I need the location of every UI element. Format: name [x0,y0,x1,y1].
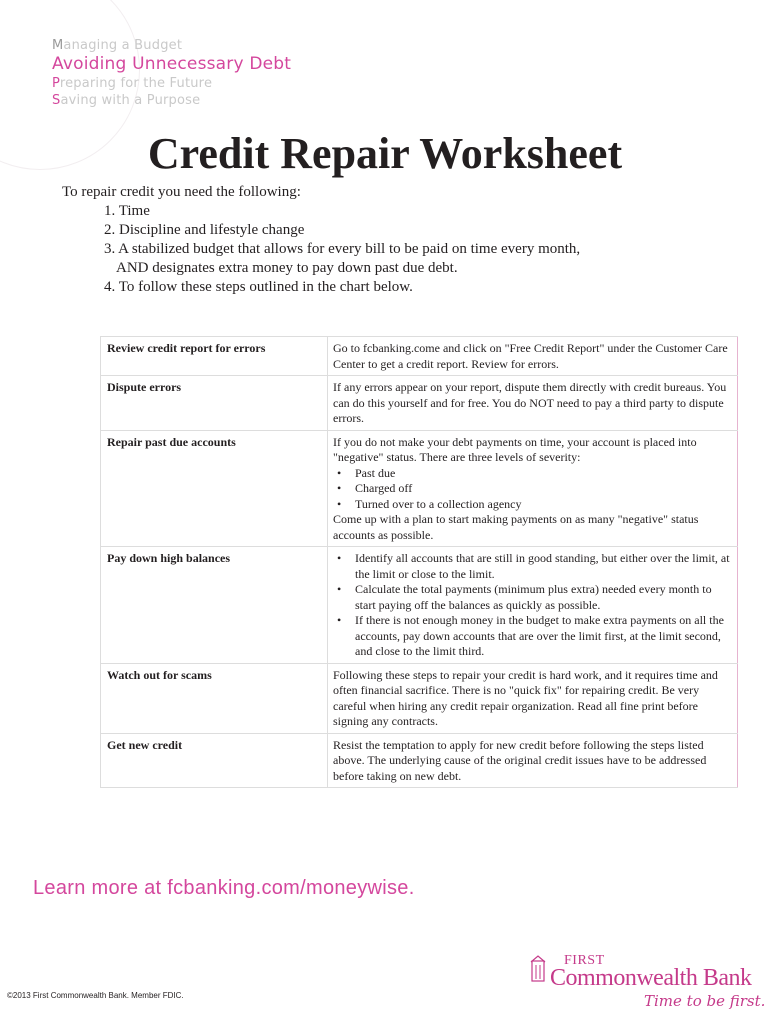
step-label: Repair past due accounts [100,431,328,547]
copyright-notice: ©2013 First Commonwealth Bank. Member FDIC. [7,991,184,1000]
series-nav [52,37,291,109]
requirement-item: 4. To follow these steps outlined in the chart below. [104,279,413,295]
step-label: Dispute errors [100,376,328,430]
page-title: Credit Repair Worksheet [147,129,623,178]
requirement-item: 1. Time [104,203,150,219]
list-item: • If there is not enough money in the budget to make extra payments on all the accounts, pay down accounts that are over the limit first, at the limit second, and close to the limit third. [333,613,733,660]
severity-list [333,466,733,513]
intro-section [62,183,580,297]
step-description: Following these steps to repair your credit is hard work, and it requires time and often financial sacrifice. There is no "quick fix" for repairing credit. Be very careful when hiring any credit repair organization. Read all fine print before signing any contracts. [328,664,738,733]
step-description: Go to fcbanking.come and click on "Free Credit Report" under the Customer Care Center to get a credit report. Review for errors. [328,337,738,375]
table-row [100,547,738,664]
series-item-preparing-future: Preparing for the Future [52,76,213,91]
series-item-avoiding-debt: Avoiding Unnecessary Debt [52,54,292,74]
steps-table [100,336,738,788]
series-item-managing-budget: Managing a Budget [52,38,183,53]
table-row [100,376,738,431]
step-label: Review credit report for errors [100,337,328,375]
requirements-list [104,202,580,297]
requirement-item-continued: AND designates extra money to pay down past due debt. [116,260,458,276]
logo-name: Commonwealth Bank [550,965,752,991]
list-item: • Past due [333,466,733,482]
requirement-item: 2. Discipline and lifestyle change [104,222,305,238]
step-label: Watch out for scams [100,664,328,733]
list-item: • Charged off [333,481,733,497]
step-label: Get new credit [100,734,328,788]
step-description: If you do not make your debt payments on time, your account is placed into "negative" status. There are three levels of severity: • Past due • Charged off • Turned over to a collection agency Come up with a plan to start making payments on as many "negative" status accounts as possible. [328,431,738,547]
series-item-saving-purpose: Saving with a Purpose [52,93,201,108]
step-description [328,547,738,663]
list-item: • Identify all accounts that are still in good standing, but either over the limit, at the limit or close to the limit. [333,551,733,582]
logo-first: FIRST [564,953,605,968]
building-icon [530,955,546,983]
table-row [100,337,738,376]
step-description: Resist the temptation to apply for new credit before following the steps listed above. The underlying cause of the original credit issues have to be addressed before taking on new debt. [328,734,738,788]
list-item: • Turned over to a collection agency [333,497,733,513]
logo-tagline: Time to be first. [644,992,766,1010]
step-label: Pay down high balances [100,547,328,663]
step-description: If any errors appear on your report, dispute them directly with credit bureaus. You can do this yourself and for free. You do NOT need to pay a third party to dispute errors. [328,376,738,430]
table-row [100,664,738,734]
learn-more-link[interactable]: Learn more at fcbanking.com/moneywise. [33,877,415,899]
table-row [100,431,738,548]
list-item: • Calculate the total payments (minimum plus extra) needed every month to start paying off the balances as quickly as possible. [333,582,733,613]
requirement-item: 3. A stabilized budget that allows for every bill to be paid on time every month, [104,241,581,257]
balance-list [333,551,733,660]
bank-logo [530,953,766,1015]
table-row [100,734,738,789]
intro-lead: To repair credit you need the following: [62,184,301,200]
